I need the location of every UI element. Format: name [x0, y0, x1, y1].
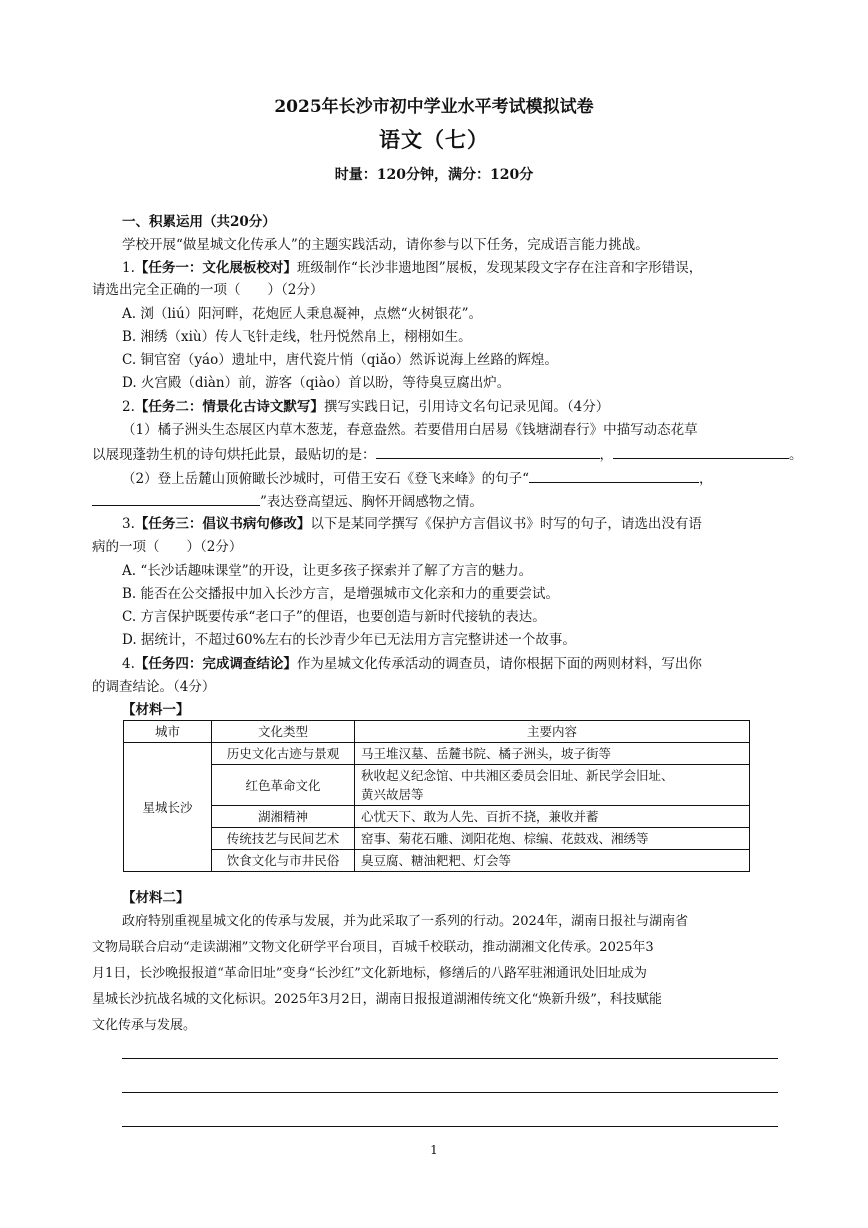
option-a: A. “长沙话趣味课堂”的开设，让更多孩子探索并了解了方言的魅力。 — [122, 563, 533, 579]
page-number: 1 — [430, 1143, 438, 1157]
section-intro: 学校开展“做星城文化传承人”的主题实践活动，请你参与以下任务，完成语言能力挑战。 — [122, 237, 649, 253]
subquestion-2-line1 — [122, 467, 713, 489]
content-cell — [355, 765, 750, 806]
subquestion-1-text: 以展现蓬勃生机的诗句烘托此景，最贴切的是： — [92, 447, 376, 463]
question-text-cont: 的调查结论。（4分） — [92, 679, 216, 695]
section-heading: 一、积累运用（共20分） — [122, 214, 276, 230]
answer-line-3[interactable] — [122, 1126, 778, 1127]
table-header: 城市 — [124, 721, 212, 743]
question-text-cont: 请选出完全正确的一项（ ）（2分） — [92, 282, 324, 298]
material-2-line: 文物局联合启动“走读湖湘”文物文化研学平台项目，百城千校联动，推动湖湘文化传承。2025年3 — [92, 940, 654, 955]
table-header: 文化类型 — [212, 721, 355, 743]
question-4 — [122, 654, 702, 674]
subquestion-1-line2 — [92, 443, 803, 465]
question-number: 4. — [122, 656, 135, 672]
content-line: 黄兴故居等 — [361, 787, 424, 802]
option-c: C. 铜官窑（yáo）遗址中，唐代瓷片悄（qiǎo）然诉说海上丝路的辉煌。 — [122, 352, 558, 368]
type-cell: 历史文化古迹与景观 — [212, 743, 355, 765]
material-2-line: 政府特别重视星城文化的传承与发展，并为此采取了一系列的行动。2024年，湖南日报社与湖南省 — [122, 914, 689, 929]
subquestion-2-text: （2）登上岳麓山顶俯瞰长沙城时，可借王安石《登飞来峰》的句子“ — [122, 471, 529, 487]
option-d: D. 据统计，不超过60%左右的长沙青少年已无法用方言完整讲述一个故事。 — [122, 632, 576, 648]
answer-line-1[interactable] — [122, 1058, 778, 1059]
option-c: C. 方言保护既要传承“老口子”的俚语，也要创造与新时代接轨的表达。 — [122, 609, 546, 625]
table-row — [124, 765, 750, 806]
type-cell: 红色革命文化 — [212, 765, 355, 806]
material-2-line: 月1日，长沙晚报报道“革命旧址”变身“长沙红”文化新地标，修缮后的八路军驻湘通讯处旧址成为 — [92, 966, 647, 981]
question-3 — [122, 514, 702, 534]
answer-blank-2[interactable] — [613, 443, 789, 459]
table-header-row — [124, 721, 750, 743]
material-1-label: 【材料一】 — [122, 702, 190, 718]
material-1-table — [123, 720, 750, 872]
question-number: 2. — [122, 399, 135, 415]
table-row — [124, 850, 750, 872]
question-text: 作为星城文化传承活动的调查员，请你根据下面的两则材料，写出你 — [296, 656, 702, 672]
comma: ， — [599, 447, 613, 463]
question-text: 撰写实践日记，引用诗文名句记录见闻。（4分） — [323, 399, 610, 415]
content-cell: 窑事、菊花石雕、浏阳花炮、棕编、花鼓戏、湘绣等 — [355, 828, 750, 850]
material-2-line: 星城长沙抗战名城的文化标识。2025年3月2日，湖南日报报道湖湘传统文化“焕新升级”，科技赋能 — [92, 992, 662, 1007]
task-title: 【任务三：倡议书病句修改】 — [134, 516, 311, 532]
answer-blank-1[interactable] — [376, 443, 600, 459]
option-b: B. 湘绣（xiù）传人飞针走线，牡丹悦然帛上，栩栩如生。 — [122, 329, 472, 345]
question-2 — [122, 397, 609, 417]
answer-line-2[interactable] — [122, 1092, 778, 1093]
comma: ， — [699, 471, 713, 487]
subject-title: 语文（七） — [379, 127, 489, 152]
content-cell: 心忧天下、敢为人先、百折不挠，兼收并蓄 — [355, 806, 750, 828]
subquestion-2-tail: ”表达登高望远、胸怀开阔感物之情。 — [260, 494, 483, 510]
answer-blank-4[interactable] — [92, 490, 260, 506]
table-header: 主要内容 — [355, 721, 750, 743]
option-b: B. 能否在公交播报中加入长沙方言，是增强城市文化亲和力的重要尝试。 — [122, 586, 560, 602]
type-cell: 饮食文化与市井民俗 — [212, 850, 355, 872]
question-1 — [122, 258, 702, 278]
question-number: 3. — [122, 516, 135, 532]
table-row — [124, 743, 750, 765]
task-title: 【任务二：情景化古诗文默写】 — [134, 399, 324, 415]
task-title: 【任务一：文化展板校对】 — [134, 260, 297, 276]
subquestion-1-line1: （1）橘子洲头生态展区内草木葱茏，春意盎然。若要借用白居易《钱塘湖春行》中描写动态花草 — [122, 422, 698, 438]
table-row — [124, 806, 750, 828]
city-cell: 星城长沙 — [124, 743, 212, 872]
table-row — [124, 828, 750, 850]
content-cell: 臭豆腐、糖油粑粑、灯会等 — [355, 850, 750, 872]
content-line: 秋收起义纪念馆、中共湘区委员会旧址、新民学会旧址、 — [361, 768, 674, 783]
type-cell: 传统技艺与民间艺术 — [212, 828, 355, 850]
question-text-cont: 病的一项（ ）（2分） — [92, 539, 243, 555]
question-number: 1. — [122, 260, 135, 276]
time-info: 时量：120分钟，满分：120分 — [334, 167, 534, 183]
subquestion-2-line2 — [92, 490, 483, 512]
question-text: 班级制作“长沙非遗地图”展板，发现某段文字存在注音和字形错误， — [296, 260, 703, 276]
answer-blank-3[interactable] — [529, 467, 699, 483]
task-title: 【任务四：完成调查结论】 — [134, 656, 297, 672]
material-2-label: 【材料二】 — [122, 890, 190, 906]
exam-title: 2025年长沙市初中学业水平考试模拟试卷 — [274, 97, 594, 117]
option-a: A. 浏（liú）阳河畔，花炮匠人秉息凝神，点燃“火树银花”。 — [122, 306, 482, 322]
option-d: D. 火宫殿（diàn）前，游客（qiào）首以盼，等待臭豆腐出炉。 — [122, 375, 511, 391]
question-text: 以下是某同学撰写《保护方言倡议书》时写的句子，请选出没有语 — [310, 516, 702, 532]
type-cell: 湖湘精神 — [212, 806, 355, 828]
material-2-line: 文化传承与发展。 — [92, 1018, 197, 1033]
period: 。 — [789, 447, 803, 463]
content-cell: 马王堆汉墓、岳麓书院、橘子洲头，坡子街等 — [355, 743, 750, 765]
